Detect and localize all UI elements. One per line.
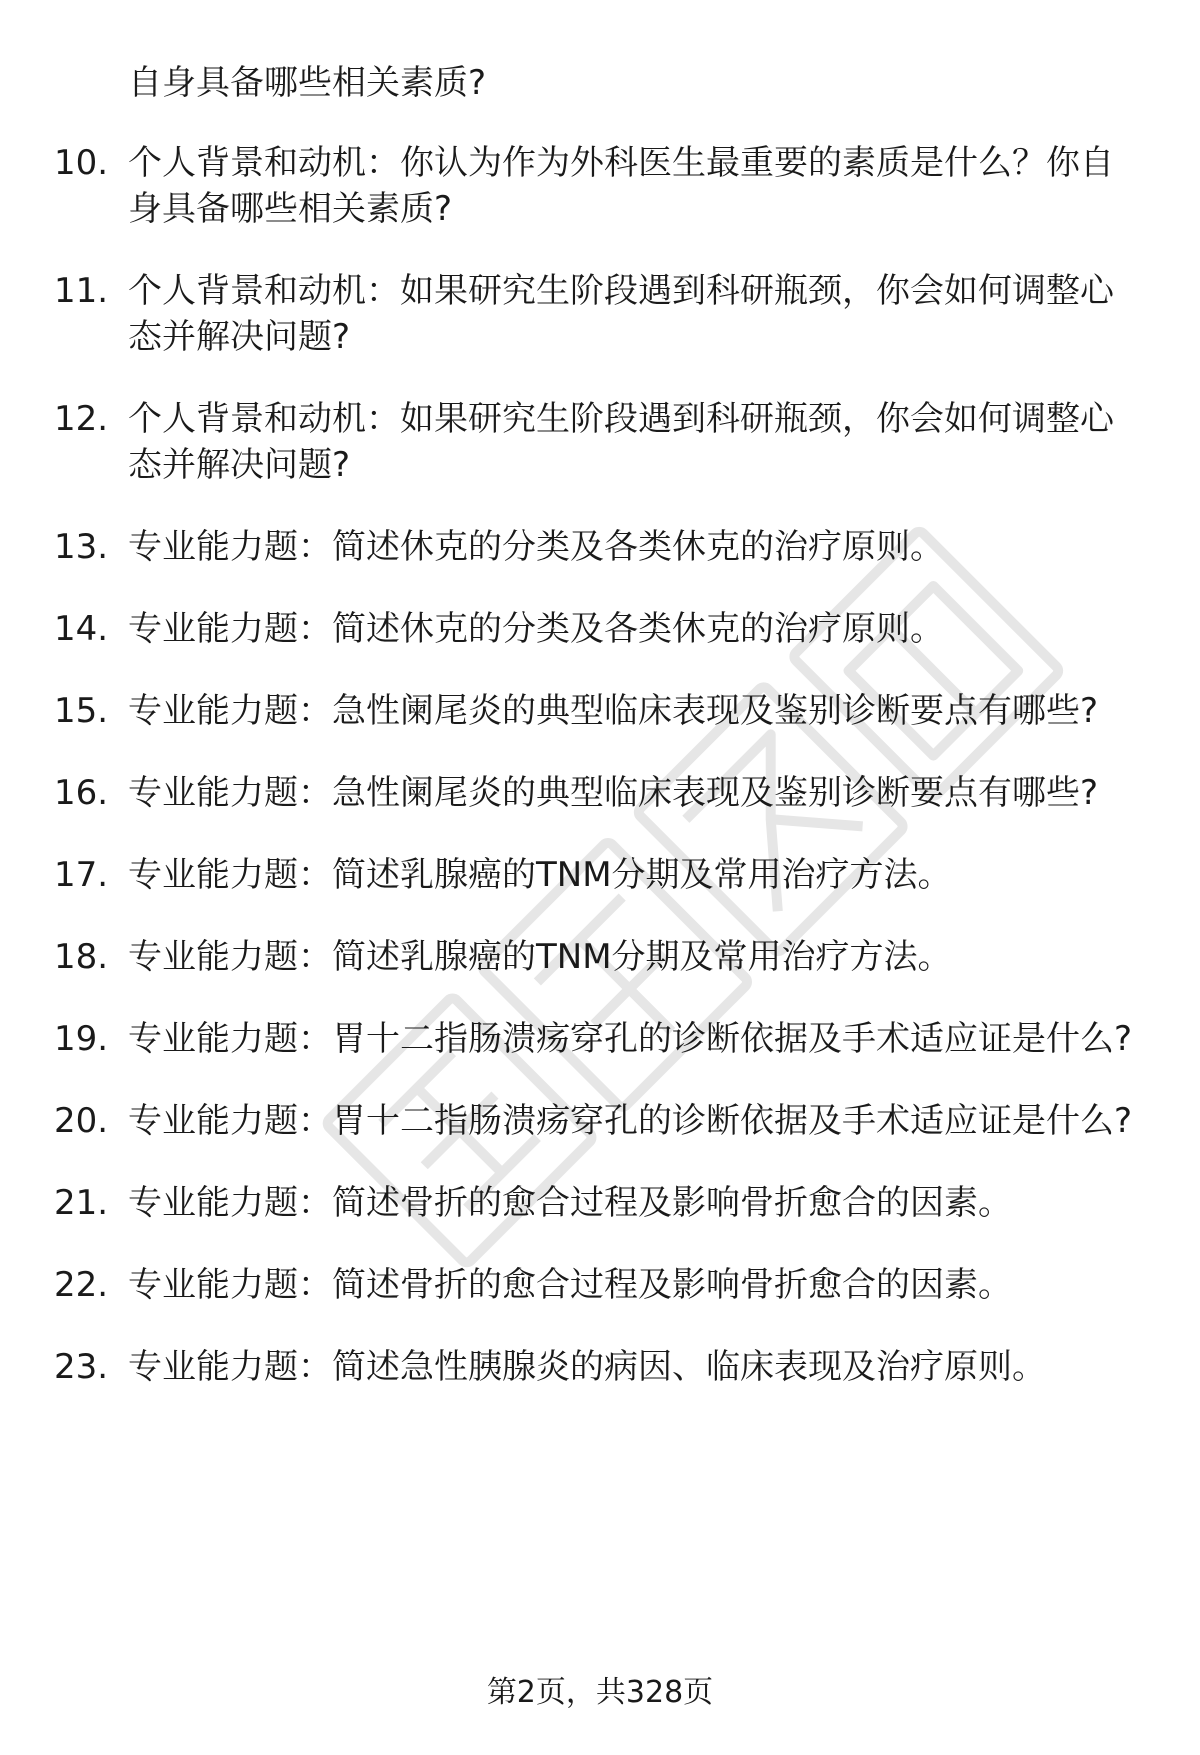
list-item	[0, 268, 1200, 360]
list-item	[0, 606, 1200, 652]
question-number: 20.	[54, 1101, 109, 1141]
list-item	[0, 770, 1200, 816]
question-text: 个人背景和动机：如果研究生阶段遇到科研瓶颈，你会如何调整心态并解决问题?	[128, 271, 1114, 357]
list-item	[0, 1098, 1200, 1144]
question-text: 专业能力题：胃十二指肠溃疡穿孔的诊断依据及手术适应证是什么?	[128, 1019, 1133, 1059]
question-number: 23.	[54, 1347, 109, 1387]
question-text: 专业能力题：急性阑尾炎的典型临床表现及鉴别诊断要点有哪些?	[128, 773, 1099, 813]
question-number: 10.	[54, 143, 109, 183]
question-list	[0, 140, 1200, 1426]
list-item	[0, 140, 1200, 232]
question-text: 个人背景和动机：你认为作为外科医生最重要的素质是什么？你自身具备哪些相关素质?	[128, 143, 1114, 229]
question-text: 专业能力题：简述乳腺癌的TNM分期及常用治疗方法。	[128, 855, 952, 895]
question-text: 专业能力题：简述急性胰腺炎的病因、临床表现及治疗原则。	[128, 1347, 1046, 1387]
question-text: 个人背景和动机：如果研究生阶段遇到科研瓶颈，你会如何调整心态并解决问题?	[128, 399, 1114, 485]
question-number: 15.	[54, 691, 109, 731]
question-text: 专业能力题：简述骨折的愈合过程及影响骨折愈合的因素。	[128, 1183, 1012, 1223]
continuation-text: 自身具备哪些相关素质?	[128, 63, 487, 103]
question-text: 专业能力题：简述休克的分类及各类休克的治疗原则。	[128, 527, 944, 567]
list-item	[0, 934, 1200, 980]
question-number: 17.	[54, 855, 109, 895]
question-text: 专业能力题：胃十二指肠溃疡穿孔的诊断依据及手术适应证是什么?	[128, 1101, 1133, 1141]
question-number: 16.	[54, 773, 109, 813]
question-number: 14.	[54, 609, 109, 649]
question-number: 18.	[54, 937, 109, 977]
list-item	[0, 688, 1200, 734]
list-item	[0, 1180, 1200, 1226]
list-item	[0, 1344, 1200, 1390]
question-number: 19.	[54, 1019, 109, 1059]
question-text: 专业能力题：急性阑尾炎的典型临床表现及鉴别诊断要点有哪些?	[128, 691, 1099, 731]
list-item	[0, 524, 1200, 570]
question-text: 专业能力题：简述乳腺癌的TNM分期及常用治疗方法。	[128, 937, 952, 977]
page-footer: 第2页，共328页	[486, 1675, 714, 1710]
list-item	[0, 1016, 1200, 1062]
question-text: 专业能力题：简述休克的分类及各类休克的治疗原则。	[128, 609, 944, 649]
question-number: 21.	[54, 1183, 109, 1223]
question-number: 11.	[54, 271, 109, 311]
list-item	[0, 396, 1200, 488]
list-item	[0, 852, 1200, 898]
question-number: 22.	[54, 1265, 109, 1305]
list-item	[0, 1262, 1200, 1308]
question-number: 12.	[54, 399, 109, 439]
question-number: 13.	[54, 527, 109, 567]
question-text: 专业能力题：简述骨折的愈合过程及影响骨折愈合的因素。	[128, 1265, 1012, 1305]
